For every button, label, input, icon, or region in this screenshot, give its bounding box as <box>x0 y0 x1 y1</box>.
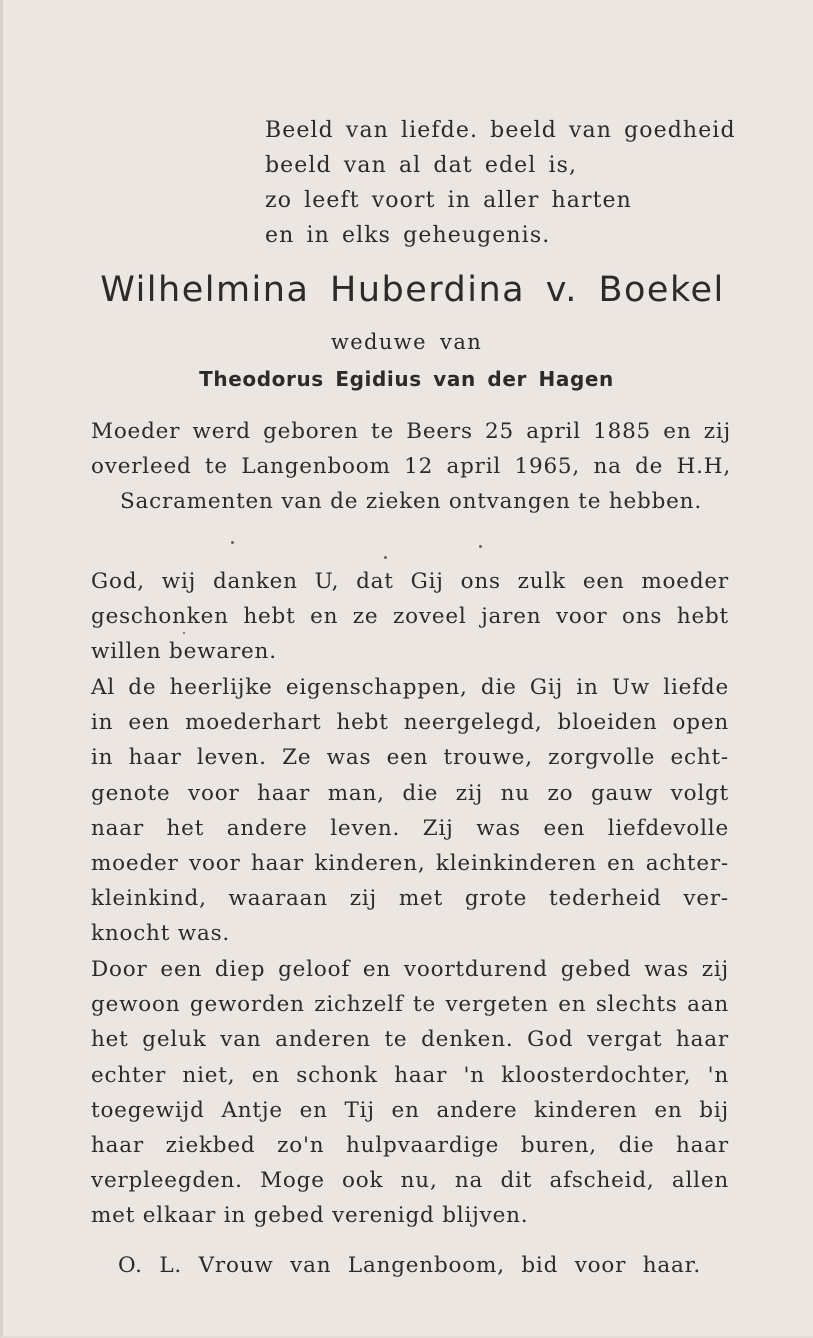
deceased-name-heading <box>0 270 813 310</box>
notice-line: overleed te Langenboom 12 april 1965, na de H.H, <box>91 454 731 479</box>
closing-prayer: O. L. Vrouw van Langenboom, bid voor haar. <box>118 1253 701 1278</box>
notice-line: Sacramenten van de zieken ontvangen te hebben. <box>120 489 702 514</box>
paper-speck <box>231 541 234 544</box>
text-line: in een moederhart hebt neergelegd, bloeiden open <box>91 710 729 736</box>
text-line: willen bewaren. <box>91 639 277 665</box>
text-line: God, wij danken U, dat Gij ons zulk een moeder <box>91 569 729 594</box>
paper-speck <box>479 545 482 548</box>
text-line: haar ziekbed zo'n hulpvaardige buren, die haar <box>91 1133 729 1159</box>
text-line: verpleegden. Moge ook nu, na dit afscheid, allen <box>91 1168 729 1194</box>
paragraph-thanks <box>91 564 729 670</box>
text-line: knocht was. <box>91 921 231 947</box>
text-line: naar het andere leven. Zij was een liefdevolle <box>91 815 729 841</box>
birth-death-notice <box>91 414 731 519</box>
poem-line: beeld van al dat edel is, <box>265 153 578 178</box>
poem-line: zo leeft voort in aller harten <box>265 188 632 213</box>
text-line: echter niet, en schonk haar 'n kloosterdochter, 'n <box>91 1062 729 1088</box>
text-line: gewoon geworden zichzelf te vergeten en slechts aan <box>91 992 729 1018</box>
text-line: met elkaar in gebed verenigd blijven. <box>91 1203 529 1229</box>
notice-line: Moeder werd geboren te Beers 25 april 1885 en zij <box>91 419 731 444</box>
text-line: moeder voor haar kinderen, kleinkinderen en achter- <box>91 851 729 877</box>
text-line: kleinkind, waaraan zij met grote tederheid ver- <box>91 886 729 912</box>
poem-line: Beeld van liefde. beeld van goedheid <box>265 118 736 143</box>
paper-speck <box>384 556 387 559</box>
paragraph-faith <box>91 952 729 1234</box>
text-line: het geluk van anderen te denken. God vergat haar <box>91 1027 729 1053</box>
paragraph-qualities <box>91 670 729 952</box>
text-line: Al de heerlijke eigenschappen, die Gij in Uw liefde <box>91 675 729 700</box>
text-line: geschonken hebt en ze zoveel jaren voor ons hebt <box>91 604 729 630</box>
text-line: Door een diep geloof en voortdurend gebed was zij <box>91 957 729 982</box>
widow-of-label: weduwe van <box>330 330 483 354</box>
deceased-name: Wilhelmina Huberdina v. Boekel <box>100 270 725 310</box>
husband-name: Theodorus Egidius van der Hagen <box>199 367 614 391</box>
text-line: in haar leven. Ze was een trouwe, zorgvolle echt- <box>91 745 729 771</box>
poem-line: en in elks geheugenis. <box>265 223 551 248</box>
paper-speck <box>183 632 185 634</box>
text-line: genote voor haar man, die zij nu zo gauw volgt <box>91 780 729 806</box>
memorial-poem <box>265 113 736 253</box>
text-line: toegewijd Antje en Tij en andere kinderen en bij <box>91 1097 729 1123</box>
